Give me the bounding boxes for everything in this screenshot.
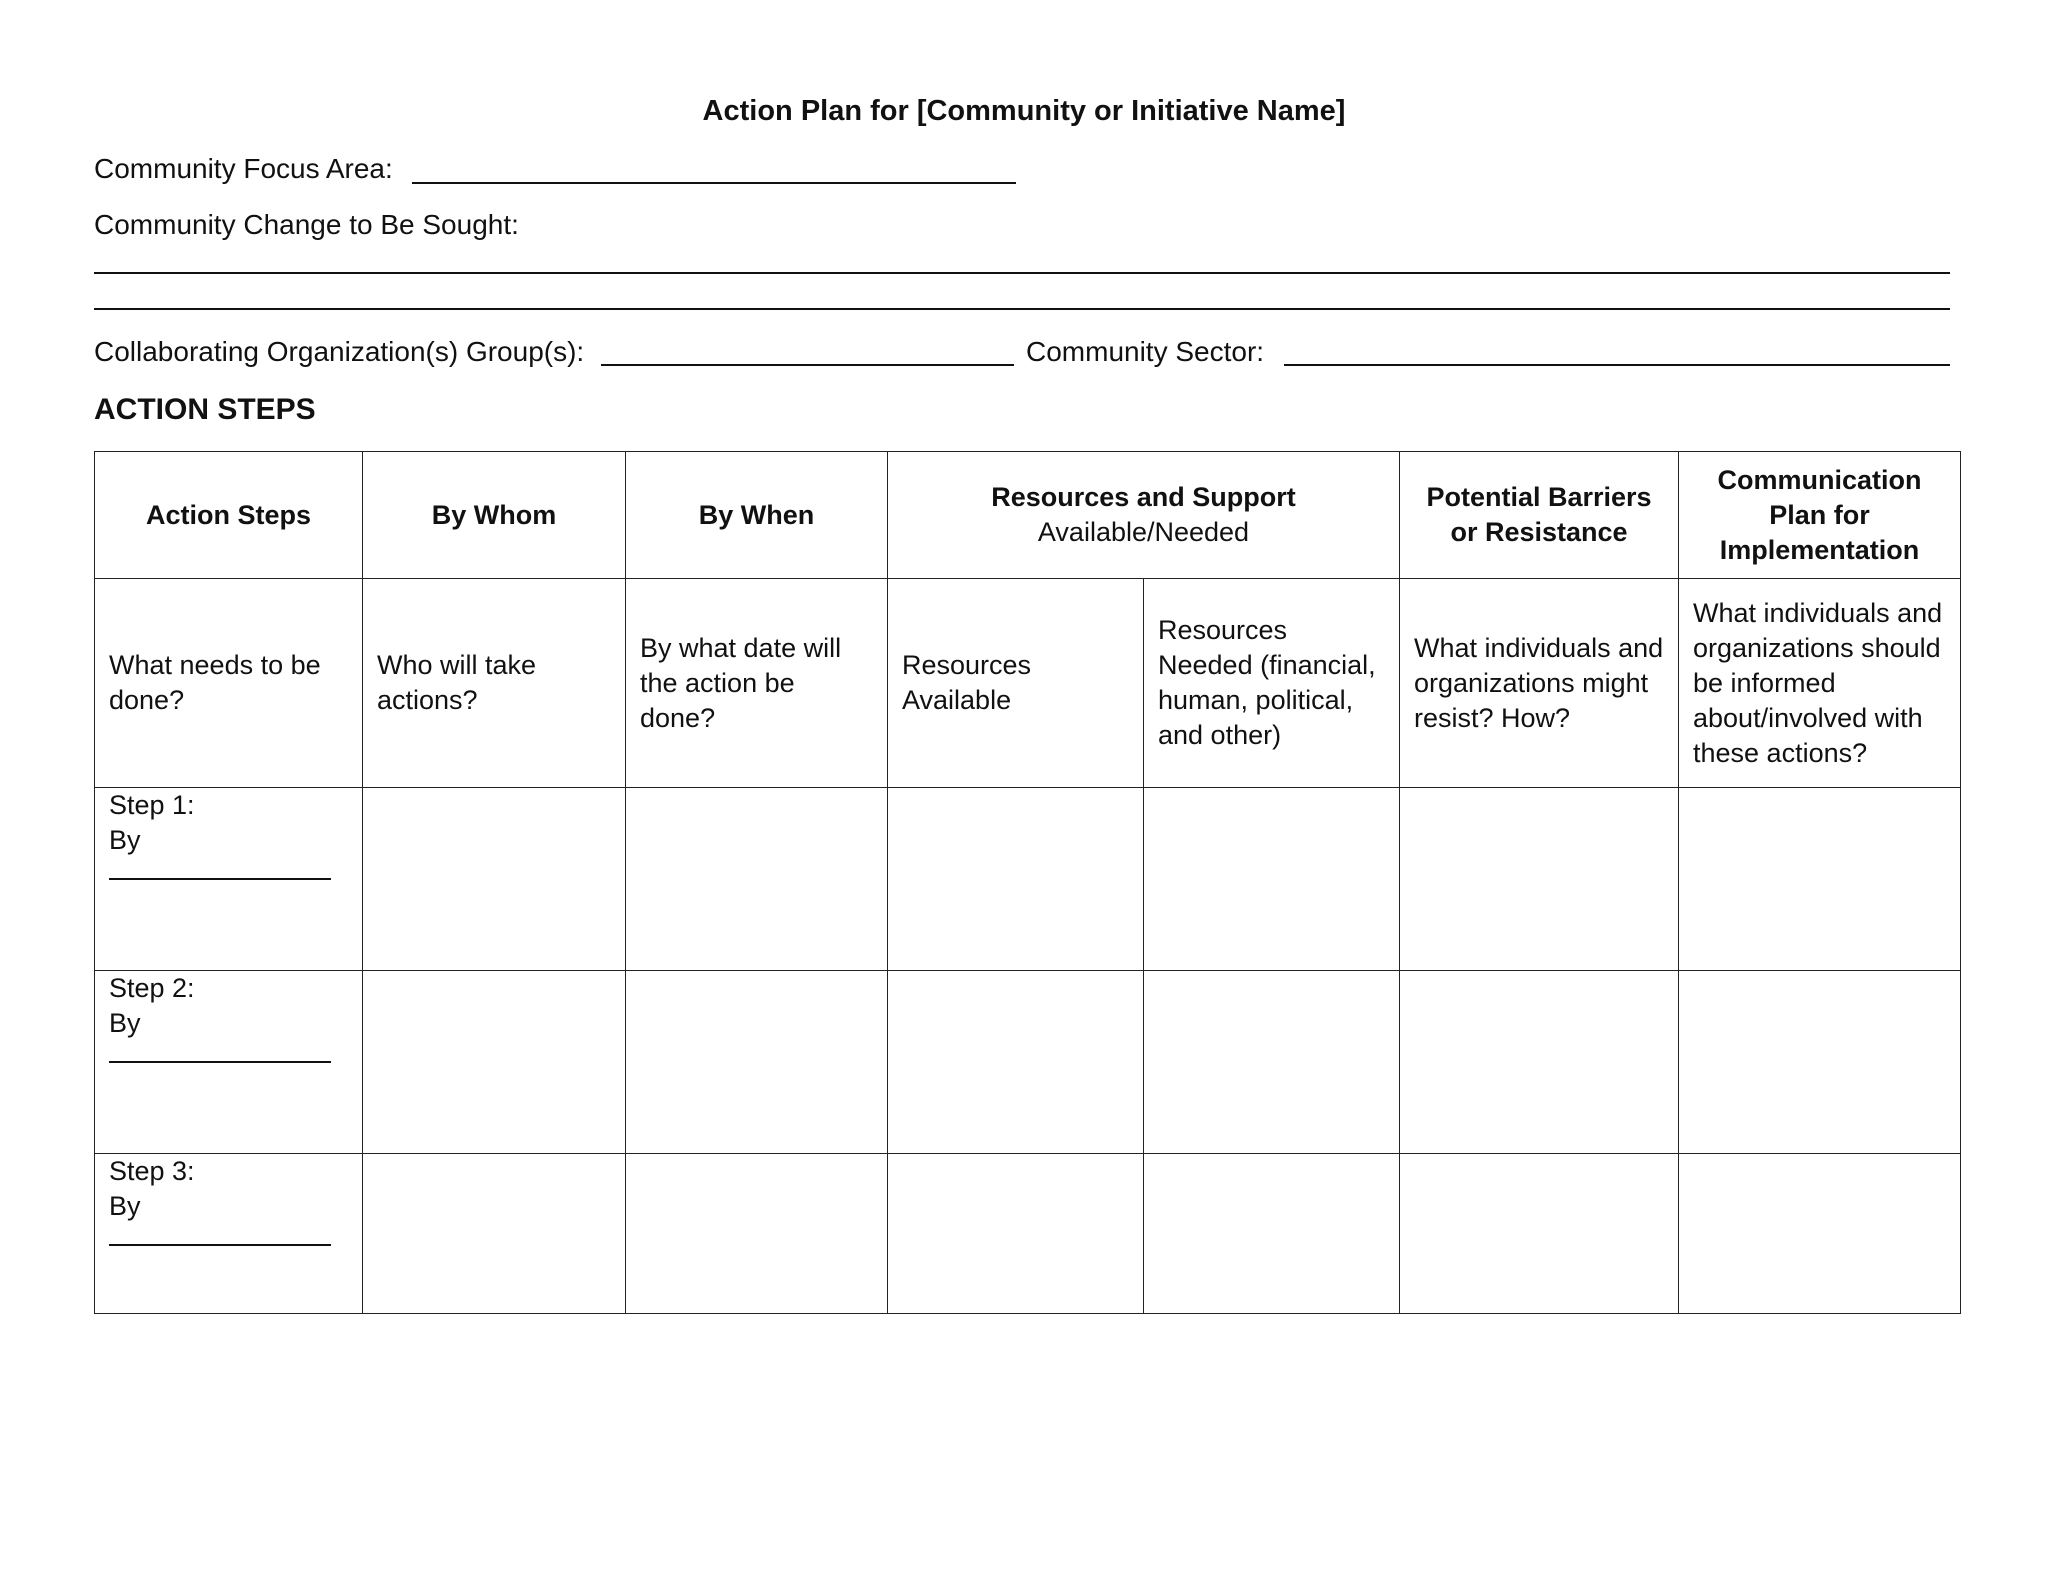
- resources-available-cell[interactable]: [888, 1154, 1144, 1314]
- prompt-resources-needed: Resources Needed (financial, human, political, and other): [1144, 579, 1400, 788]
- by-when-cell[interactable]: [626, 971, 888, 1154]
- prompt-by-what-date: By what date will the action be done?: [626, 579, 888, 788]
- step-by-blank[interactable]: [109, 1228, 331, 1246]
- resources-needed-cell[interactable]: [1144, 1154, 1400, 1314]
- by-whom-cell[interactable]: [363, 788, 626, 971]
- focus-area-label: Community Focus Area:: [94, 153, 393, 184]
- barriers-cell[interactable]: [1400, 971, 1679, 1154]
- step-by-blank[interactable]: [109, 1045, 331, 1063]
- header-by-when: By When: [626, 452, 888, 579]
- collaborating-label: Collaborating Organization(s) Group(s):: [94, 336, 585, 367]
- barriers-cell[interactable]: [1400, 1154, 1679, 1314]
- step-row-1: [95, 788, 1961, 971]
- step-by-label: By: [109, 825, 141, 855]
- change-field-line-2[interactable]: [94, 308, 1950, 310]
- header-resources-sub: Available/Needed: [1037, 517, 1250, 547]
- header-by-whom: By Whom: [363, 452, 626, 579]
- step-by-blank[interactable]: [109, 862, 331, 880]
- barriers-cell[interactable]: [1400, 788, 1679, 971]
- by-whom-cell[interactable]: [363, 971, 626, 1154]
- focus-area-field[interactable]: [412, 182, 1016, 184]
- header-resources: [888, 452, 1400, 579]
- by-whom-cell[interactable]: [363, 1154, 626, 1314]
- sector-field[interactable]: [1284, 364, 1950, 366]
- header-communication: Communication Plan for Implementation: [1679, 452, 1961, 579]
- header-action-steps: Action Steps: [95, 452, 363, 579]
- step-cell[interactable]: [95, 788, 363, 971]
- collaborating-field[interactable]: [601, 364, 1014, 366]
- resources-needed-cell[interactable]: [1144, 971, 1400, 1154]
- prompt-who-should-be-informed: What individuals and organizations should be informed about/involved with these actions?: [1679, 579, 1961, 788]
- prompt-what-needs-done: What needs to be done?: [95, 579, 363, 788]
- prompt-who-will-take-actions: Who will take actions?: [363, 579, 626, 788]
- step-label: Step 1:: [109, 790, 195, 820]
- header-barriers: Potential Barriers or Resistance: [1400, 452, 1679, 579]
- step-cell[interactable]: [95, 971, 363, 1154]
- communication-cell[interactable]: [1679, 788, 1961, 971]
- sector-label: Community Sector:: [1026, 336, 1265, 367]
- communication-cell[interactable]: [1679, 1154, 1961, 1314]
- prompt-resources-available: Resources Available: [888, 579, 1144, 788]
- step-cell[interactable]: [95, 1154, 363, 1314]
- step-by-label: By: [109, 1008, 141, 1038]
- resources-needed-cell[interactable]: [1144, 788, 1400, 971]
- step-row-3: [95, 1154, 1961, 1314]
- header-row: [95, 452, 1961, 579]
- step-label: Step 3:: [109, 1156, 195, 1186]
- step-row-2: [95, 971, 1961, 1154]
- change-label: Community Change to Be Sought:: [94, 209, 519, 240]
- resources-available-cell[interactable]: [888, 788, 1144, 971]
- by-when-cell[interactable]: [626, 1154, 888, 1314]
- resources-available-cell[interactable]: [888, 971, 1144, 1154]
- by-when-cell[interactable]: [626, 788, 888, 971]
- change-field-line-1[interactable]: [94, 272, 1950, 274]
- header-resources-main: Resources and Support: [991, 482, 1296, 512]
- communication-cell[interactable]: [1679, 971, 1961, 1154]
- action-steps-table: [94, 451, 1961, 1314]
- section-heading: ACTION STEPS: [94, 393, 316, 426]
- page-title: Action Plan for [Community or Initiative Name]: [702, 95, 1346, 127]
- step-by-label: By: [109, 1191, 141, 1221]
- step-label: Step 2:: [109, 973, 195, 1003]
- prompt-who-might-resist: What individuals and organizations might resist? How?: [1400, 579, 1679, 788]
- prompt-row: [95, 579, 1961, 788]
